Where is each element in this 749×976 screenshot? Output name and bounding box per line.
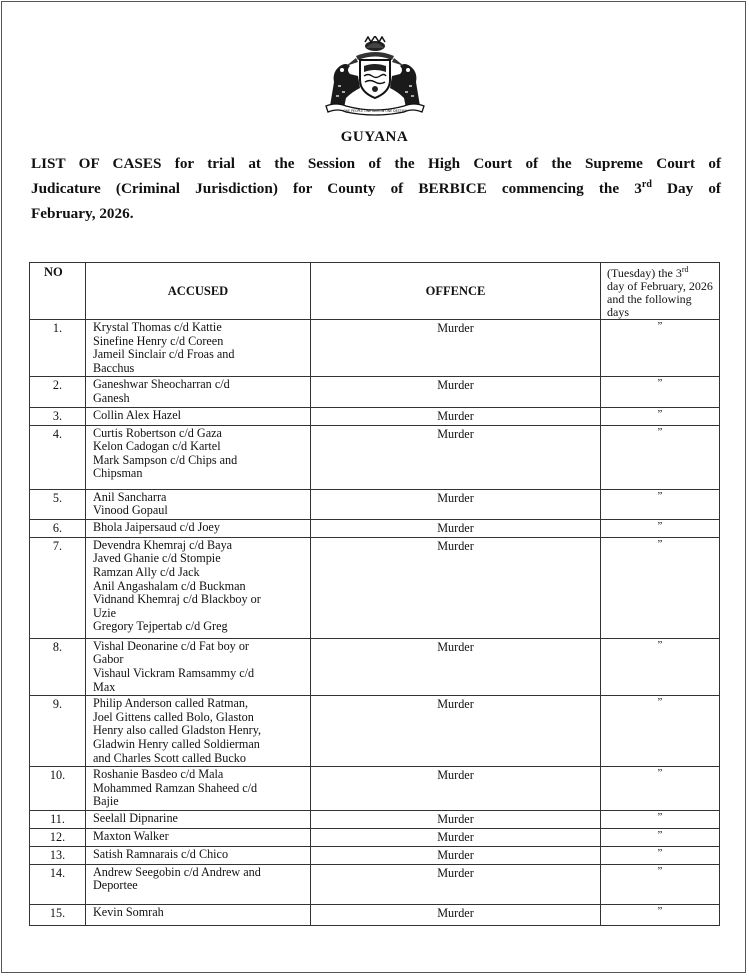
accused-cell bbox=[86, 425, 311, 489]
ditto-mark: ” bbox=[601, 864, 720, 904]
accused-name-line: Joel Gittens called Bolo, Glaston bbox=[93, 709, 254, 724]
accused-name-line: Mark Sampson c/d Chips and bbox=[93, 452, 238, 467]
accused-name-line: Collin Alex Hazel bbox=[93, 407, 182, 422]
ditto-mark: ” bbox=[601, 904, 720, 925]
accused-name-line: and Charles Scott called Bucko bbox=[93, 750, 246, 765]
table-row bbox=[30, 828, 720, 846]
table-row bbox=[30, 425, 720, 489]
accused-name-line: Philip Anderson called Ratman, bbox=[93, 696, 249, 711]
accused-name-line: Javed Ghanie c/d Stompie bbox=[93, 551, 221, 566]
offence-cell: Murder bbox=[311, 638, 601, 695]
column-header-no: NO bbox=[30, 263, 86, 320]
days-header-sup: rd bbox=[681, 265, 689, 274]
case-number: 3. bbox=[30, 407, 86, 425]
table-row bbox=[30, 864, 720, 904]
case-number: 1. bbox=[30, 320, 86, 377]
coat-of-arms-emblem bbox=[316, 36, 434, 116]
accused-name-line: Jameil Sinclair c/d Froas and bbox=[93, 347, 235, 362]
accused-cell bbox=[86, 320, 311, 377]
accused-name-line: Satish Ramnarais c/d Chico bbox=[93, 846, 229, 861]
heading-ordinal-suffix: rd bbox=[641, 178, 652, 190]
accused-name-line: Vinood Gopaul bbox=[93, 503, 168, 518]
accused-name-line: Chipsman bbox=[93, 466, 143, 481]
offence-cell: Murder bbox=[311, 767, 601, 811]
accused-name-line: Deportee bbox=[93, 878, 138, 893]
svg-text:ONE PEOPLE ONE NATION ONE DEST: ONE PEOPLE ONE NATION ONE DESTINY bbox=[343, 109, 407, 113]
table-header-row bbox=[30, 263, 720, 320]
case-number: 10. bbox=[30, 767, 86, 811]
accused-name-line: Andrew Seegobin c/d Andrew and bbox=[93, 864, 261, 879]
table-row bbox=[30, 638, 720, 695]
offence-cell: Murder bbox=[311, 489, 601, 519]
ditto-mark: ” bbox=[601, 696, 720, 767]
accused-cell bbox=[86, 638, 311, 695]
accused-name-line: Bacchus bbox=[93, 360, 135, 375]
accused-name-line: Curtis Robertson c/d Gaza bbox=[93, 425, 222, 440]
table-row bbox=[30, 696, 720, 767]
accused-cell bbox=[86, 519, 311, 537]
ditto-mark: ” bbox=[601, 828, 720, 846]
case-number: 2. bbox=[30, 377, 86, 407]
heading-lead: LIST OF CASES bbox=[31, 155, 162, 172]
accused-cell bbox=[86, 846, 311, 864]
table-row bbox=[30, 904, 720, 925]
heading-line-1-text: for trial at the Session of the High Court of the Supreme Court of bbox=[161, 155, 721, 172]
accused-name-line: Henry also called Gladston Henry, bbox=[93, 723, 262, 738]
ditto-mark: ” bbox=[601, 489, 720, 519]
offence-cell: Murder bbox=[311, 320, 601, 377]
heading-line-2-text: Judicature (Criminal Jurisdiction) for County of BERBICE commencing the 3 bbox=[31, 180, 642, 197]
offence-cell: Murder bbox=[311, 519, 601, 537]
accused-cell bbox=[86, 810, 311, 828]
column-header-days bbox=[601, 263, 720, 320]
ditto-mark: ” bbox=[601, 519, 720, 537]
accused-cell bbox=[86, 537, 311, 638]
case-number: 8. bbox=[30, 638, 86, 695]
accused-name-line: Seelall Dipnarine bbox=[93, 810, 178, 825]
ditto-mark: ” bbox=[601, 377, 720, 407]
accused-name-line: Anil Angashalam c/d Buckman bbox=[93, 578, 246, 593]
case-number: 15. bbox=[30, 904, 86, 925]
table-row bbox=[30, 537, 720, 638]
ditto-mark: ” bbox=[601, 537, 720, 638]
case-number: 11. bbox=[30, 810, 86, 828]
case-number: 9. bbox=[30, 696, 86, 767]
accused-name-line: Ganesh bbox=[93, 390, 130, 405]
offence-cell: Murder bbox=[311, 846, 601, 864]
offence-cell: Murder bbox=[311, 696, 601, 767]
offence-cell: Murder bbox=[311, 864, 601, 904]
heading-line-2 bbox=[31, 176, 721, 201]
accused-name-line: Vishal Deonarine c/d Fat boy or bbox=[93, 638, 249, 653]
offence-cell: Murder bbox=[311, 425, 601, 489]
days-header-part1: (Tuesday) the 3 bbox=[607, 266, 682, 280]
offence-cell: Murder bbox=[311, 810, 601, 828]
days-header-part2: day of February, 2026 and the following days bbox=[607, 279, 713, 319]
table-row bbox=[30, 489, 720, 519]
accused-name-line: Ramzan Ally c/d Jack bbox=[93, 564, 200, 579]
case-number: 6. bbox=[30, 519, 86, 537]
table-row bbox=[30, 407, 720, 425]
accused-name-line: Gladwin Henry called Soldierman bbox=[93, 736, 260, 751]
accused-name-line: Devendra Khemraj c/d Baya bbox=[93, 537, 233, 552]
offence-cell: Murder bbox=[311, 828, 601, 846]
column-header-accused: ACCUSED bbox=[86, 263, 311, 320]
accused-name-line: Uzie bbox=[93, 605, 117, 620]
accused-cell bbox=[86, 904, 311, 925]
accused-name-line: Kevin Somrah bbox=[93, 904, 164, 919]
ditto-mark: ” bbox=[601, 767, 720, 811]
ditto-mark: ” bbox=[601, 425, 720, 489]
case-number: 4. bbox=[30, 425, 86, 489]
heading-line-1 bbox=[31, 151, 721, 176]
case-number: 12. bbox=[30, 828, 86, 846]
accused-cell bbox=[86, 864, 311, 904]
accused-name-line: Krystal Thomas c/d Kattie bbox=[93, 320, 222, 334]
table-row bbox=[30, 810, 720, 828]
accused-name-line: Bajie bbox=[93, 794, 119, 809]
accused-name-line: Mohammed Ramzan Shaheed c/d bbox=[93, 780, 258, 795]
accused-name-line: Bhola Jaipersaud c/d Joey bbox=[93, 519, 220, 534]
country-title: GUYANA bbox=[340, 129, 409, 145]
cases-table bbox=[29, 262, 720, 926]
accused-name-line: Vishaul Vickram Ramsammy c/d bbox=[93, 665, 255, 680]
column-header-offence: OFFENCE bbox=[311, 263, 601, 320]
table-row bbox=[30, 519, 720, 537]
accused-name-line: Roshanie Basdeo c/d Mala bbox=[93, 767, 224, 782]
accused-name-line: Gabor bbox=[93, 652, 124, 667]
case-number: 5. bbox=[30, 489, 86, 519]
document-heading bbox=[31, 151, 721, 226]
table-row bbox=[30, 767, 720, 811]
cases-table-body bbox=[30, 320, 720, 926]
accused-cell bbox=[86, 767, 311, 811]
ditto-mark: ” bbox=[601, 407, 720, 425]
ditto-mark: ” bbox=[601, 638, 720, 695]
ditto-mark: ” bbox=[601, 846, 720, 864]
accused-name-line: Anil Sancharra bbox=[93, 489, 167, 504]
offence-cell: Murder bbox=[311, 377, 601, 407]
accused-cell bbox=[86, 377, 311, 407]
accused-name-line: Max bbox=[93, 679, 116, 694]
accused-name-line: Ganeshwar Sheocharran c/d bbox=[93, 377, 230, 392]
case-number: 7. bbox=[30, 537, 86, 638]
table-row bbox=[30, 320, 720, 377]
accused-name-line: Kelon Cadogan c/d Kartel bbox=[93, 439, 221, 454]
accused-name-line: Sinefine Henry c/d Coreen bbox=[93, 333, 224, 348]
heading-line-3: February, 2026. bbox=[31, 205, 134, 222]
table-row bbox=[30, 377, 720, 407]
accused-cell bbox=[86, 407, 311, 425]
accused-cell bbox=[86, 489, 311, 519]
offence-cell: Murder bbox=[311, 407, 601, 425]
ditto-mark: ” bbox=[601, 320, 720, 377]
accused-name-line: Gregory Tejpertab c/d Greg bbox=[93, 619, 228, 634]
accused-cell bbox=[86, 696, 311, 767]
offence-cell: Murder bbox=[311, 904, 601, 925]
accused-name-line: Vidnand Khemraj c/d Blackboy or bbox=[93, 592, 261, 607]
case-number: 13. bbox=[30, 846, 86, 864]
heading-line-2-end: Day of bbox=[651, 180, 721, 197]
accused-cell bbox=[86, 828, 311, 846]
case-number: 14. bbox=[30, 864, 86, 904]
offence-cell: Murder bbox=[311, 537, 601, 638]
accused-name-line: Maxton Walker bbox=[93, 828, 169, 843]
table-row bbox=[30, 846, 720, 864]
ditto-mark: ” bbox=[601, 810, 720, 828]
